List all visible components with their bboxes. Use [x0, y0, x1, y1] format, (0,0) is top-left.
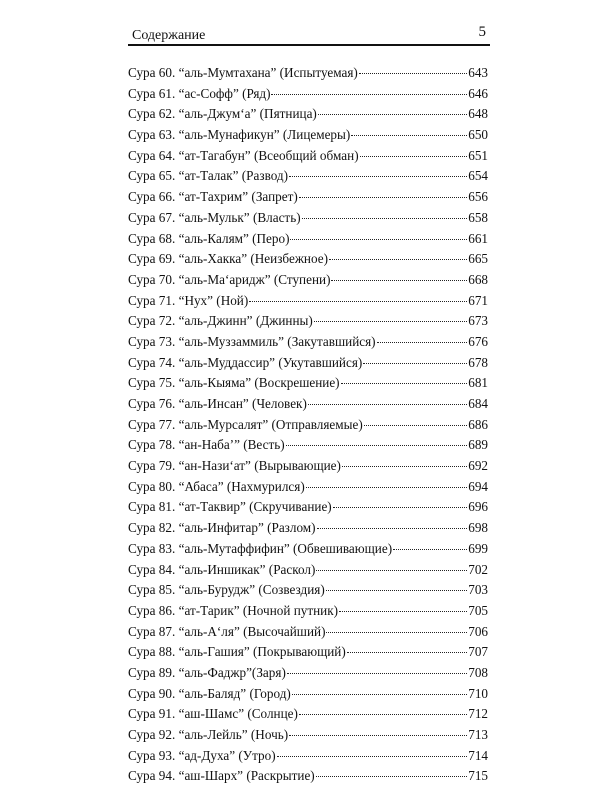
toc-entry-page: 708	[468, 664, 488, 680]
toc-entry-page: 658	[468, 209, 488, 225]
dot-leader	[299, 714, 467, 715]
toc-entry	[128, 642, 488, 663]
dot-leader	[277, 756, 468, 757]
toc-entry-page: 678	[468, 354, 488, 370]
toc-entry	[128, 229, 488, 250]
toc-entry-page: 668	[468, 271, 488, 287]
toc-entry-title: Сура 63. “аль-Мунафикун” (Лицемеры)	[128, 127, 351, 143]
toc-entry-title: Сура 69. “аль-Хакка” (Неизбежное)	[128, 251, 328, 267]
toc-entry-title: Сура 77. “аль-Мурсалят” (Отправляемые)	[128, 416, 363, 432]
toc-entry-title: Сура 90. “аль-Баляд” (Город)	[128, 685, 291, 701]
toc-entry-page: 706	[468, 623, 488, 639]
toc-entry-title: Сура 75. “аль-Кыяма” (Воскрешение)	[128, 375, 340, 391]
toc-entry-title: Сура 93. “ад-Духа” (Утро)	[128, 747, 276, 763]
toc-entry	[128, 394, 488, 415]
toc-entry-title: Сура 85. “аль-Бурудж” (Созвездия)	[128, 582, 325, 598]
dot-leader	[318, 114, 467, 115]
toc-entry-title: Сура 64. “ат-Тагабун” (Всеобщий обман)	[128, 147, 359, 163]
toc-entry-page: 699	[468, 540, 488, 556]
toc-entry	[128, 435, 488, 456]
dot-leader	[342, 466, 467, 467]
toc-entry	[128, 104, 488, 125]
toc-entry	[128, 208, 488, 229]
table-of-contents	[128, 63, 488, 787]
dot-leader	[333, 507, 468, 508]
toc-entry-title: Сура 82. “аль-Инфитар” (Разлом)	[128, 520, 316, 536]
toc-entry	[128, 291, 488, 312]
dot-leader	[287, 673, 467, 674]
dot-leader	[308, 404, 467, 405]
dot-leader	[249, 301, 467, 302]
toc-entry-page: 651	[468, 147, 488, 163]
header-title: Содержание	[132, 28, 206, 43]
toc-entry-page: 686	[468, 416, 488, 432]
toc-entry-page: 713	[468, 727, 488, 742]
toc-entry-page: 698	[468, 520, 488, 536]
dot-leader	[326, 590, 467, 591]
toc-entry-title: Сура 79. “ан-Нази‘ат” (Вырывающие)	[128, 458, 341, 474]
toc-entry-page: 646	[468, 85, 488, 101]
toc-entry-title: Сура 62. “аль-Джум‘а” (Пятница)	[128, 106, 317, 122]
toc-entry	[128, 725, 488, 746]
toc-entry	[128, 415, 488, 436]
toc-entry-title: Сура 67. “аль-Мульк” (Власть)	[128, 209, 301, 225]
running-header	[128, 22, 488, 44]
toc-entry-title: Сура 71. “Нух” (Ной)	[128, 292, 249, 308]
toc-entry	[128, 373, 488, 394]
toc-entry	[128, 84, 488, 105]
dot-leader	[341, 383, 468, 384]
toc-entry-title: Сура 72. “аль-Джинн” (Джинны)	[128, 313, 313, 329]
toc-entry	[128, 497, 488, 518]
dot-leader	[289, 176, 467, 177]
dot-leader	[377, 342, 468, 343]
dot-leader	[292, 694, 467, 695]
toc-entry-title: Сура 91. “аш-Шамс” (Солнце)	[128, 706, 298, 722]
toc-entry	[128, 456, 488, 477]
toc-entry	[128, 601, 488, 622]
toc-entry-page: 689	[468, 437, 488, 453]
toc-entry-title: Сура 94. “аш-Шарх” (Раскрытие)	[128, 768, 315, 784]
header-page-number: 5	[478, 24, 486, 40]
dot-leader	[316, 570, 467, 571]
toc-entry-title: Сура 70. “аль-Ма‘аридж” (Ступени)	[128, 271, 331, 287]
toc-entry-title: Сура 68. “аль-Калям” (Перо)	[128, 230, 290, 246]
toc-entry-title: Сура 60. “аль-Мумтахана” (Испытуемая)	[128, 65, 358, 80]
header-rule	[128, 44, 490, 46]
toc-entry-title: Сура 83. “аль-Мутаффифин” (Обвешивающие)	[128, 540, 393, 556]
toc-entry	[128, 622, 488, 643]
toc-entry-page: 696	[468, 499, 488, 515]
toc-entry-title: Сура 81. “ат-Таквир” (Скручивание)	[128, 499, 332, 515]
dot-leader	[271, 94, 467, 95]
toc-entry-title: Сура 74. “аль-Муддассир” (Укутавшийся)	[128, 354, 363, 370]
toc-entry-title: Сура 89. “аль-Фаджр”(Заря)	[128, 664, 286, 680]
toc-entry	[128, 249, 488, 270]
toc-entry-page: 650	[468, 127, 488, 143]
toc-entry-title: Сура 87. “аль-А‘ля” (Высочайший)	[128, 623, 326, 639]
toc-entry-title: Сура 88. “аль-Гашия” (Покрывающий)	[128, 644, 346, 660]
dot-leader	[363, 363, 467, 364]
toc-entry	[128, 704, 488, 725]
dot-leader	[286, 445, 468, 446]
dot-leader	[339, 611, 467, 612]
toc-entry-page: 648	[468, 106, 488, 122]
toc-entry-page: 643	[468, 65, 488, 80]
toc-entry	[128, 663, 488, 684]
dot-leader	[314, 321, 467, 322]
toc-entry	[128, 311, 488, 332]
toc-entry	[128, 560, 488, 581]
toc-entry	[128, 332, 488, 353]
toc-entry-title: Сура 78. “ан-Наба’” (Весть)	[128, 437, 285, 453]
toc-entry	[128, 746, 488, 767]
toc-entry-page: 661	[468, 230, 488, 246]
toc-entry-page: 712	[468, 706, 488, 722]
toc-entry-page: 707	[468, 644, 488, 660]
toc-entry-page: 705	[468, 602, 488, 618]
toc-entry-page: 673	[468, 313, 488, 329]
toc-entry-page: 656	[468, 189, 488, 205]
toc-entry	[128, 766, 488, 787]
toc-entry	[128, 518, 488, 539]
dot-leader	[290, 239, 467, 240]
toc-entry-title: Сура 92. “аль-Лейль” (Ночь)	[128, 727, 289, 742]
toc-entry	[128, 146, 488, 167]
dot-leader	[289, 735, 467, 736]
dot-leader	[359, 73, 467, 74]
toc-entry-page: 714	[468, 747, 488, 763]
toc-entry-page: 715	[468, 768, 488, 784]
dot-leader	[306, 487, 468, 488]
toc-entry-title: Сура 61. “ас-Софф” (Ряд)	[128, 85, 271, 101]
dot-leader	[364, 425, 468, 426]
dot-leader	[347, 652, 467, 653]
dot-leader	[351, 135, 467, 136]
toc-entry-title: Сура 84. “аль-Иншикак” (Раскол)	[128, 561, 316, 577]
toc-entry-title: Сура 86. “ат-Тарик” (Ночной путник)	[128, 602, 339, 618]
toc-entry-page: 676	[468, 333, 488, 349]
toc-entry-title: Сура 76. “аль-Инсан” (Человек)	[128, 396, 307, 411]
toc-entry-page: 702	[468, 561, 488, 577]
toc-entry	[128, 580, 488, 601]
toc-entry-page: 665	[468, 251, 488, 267]
toc-entry	[128, 539, 488, 560]
toc-entry	[128, 63, 488, 84]
toc-entry	[128, 187, 488, 208]
dot-leader	[329, 259, 467, 260]
toc-entry-page: 694	[468, 478, 488, 494]
dot-leader	[302, 218, 468, 219]
toc-entry	[128, 353, 488, 374]
dot-leader	[393, 549, 467, 550]
toc-entry-title: Сура 66. “ат-Тахрим” (Запрет)	[128, 189, 298, 205]
toc-entry	[128, 166, 488, 187]
toc-entry	[128, 125, 488, 146]
toc-entry-page: 684	[468, 396, 488, 411]
toc-entry-page: 671	[468, 292, 488, 308]
toc-entry-page: 703	[468, 582, 488, 598]
dot-leader	[360, 156, 468, 157]
toc-entry-title: Сура 65. “ат-Талак” (Развод)	[128, 168, 289, 184]
toc-entry	[128, 684, 488, 705]
toc-entry-title: Сура 80. “Абаса” (Нахмурился)	[128, 478, 305, 494]
dot-leader	[326, 632, 467, 633]
dot-leader	[299, 197, 467, 198]
toc-entry	[128, 477, 488, 498]
dot-leader	[317, 528, 468, 529]
toc-entry-page: 692	[468, 458, 488, 474]
dot-leader	[316, 776, 468, 777]
toc-entry-title: Сура 73. “аль-Муззаммиль” (Закутавшийся)	[128, 333, 376, 349]
toc-entry	[128, 270, 488, 291]
toc-entry-page: 654	[468, 168, 488, 184]
dot-leader	[331, 280, 467, 281]
toc-entry-page: 681	[468, 375, 488, 391]
toc-entry-page: 710	[468, 685, 488, 701]
